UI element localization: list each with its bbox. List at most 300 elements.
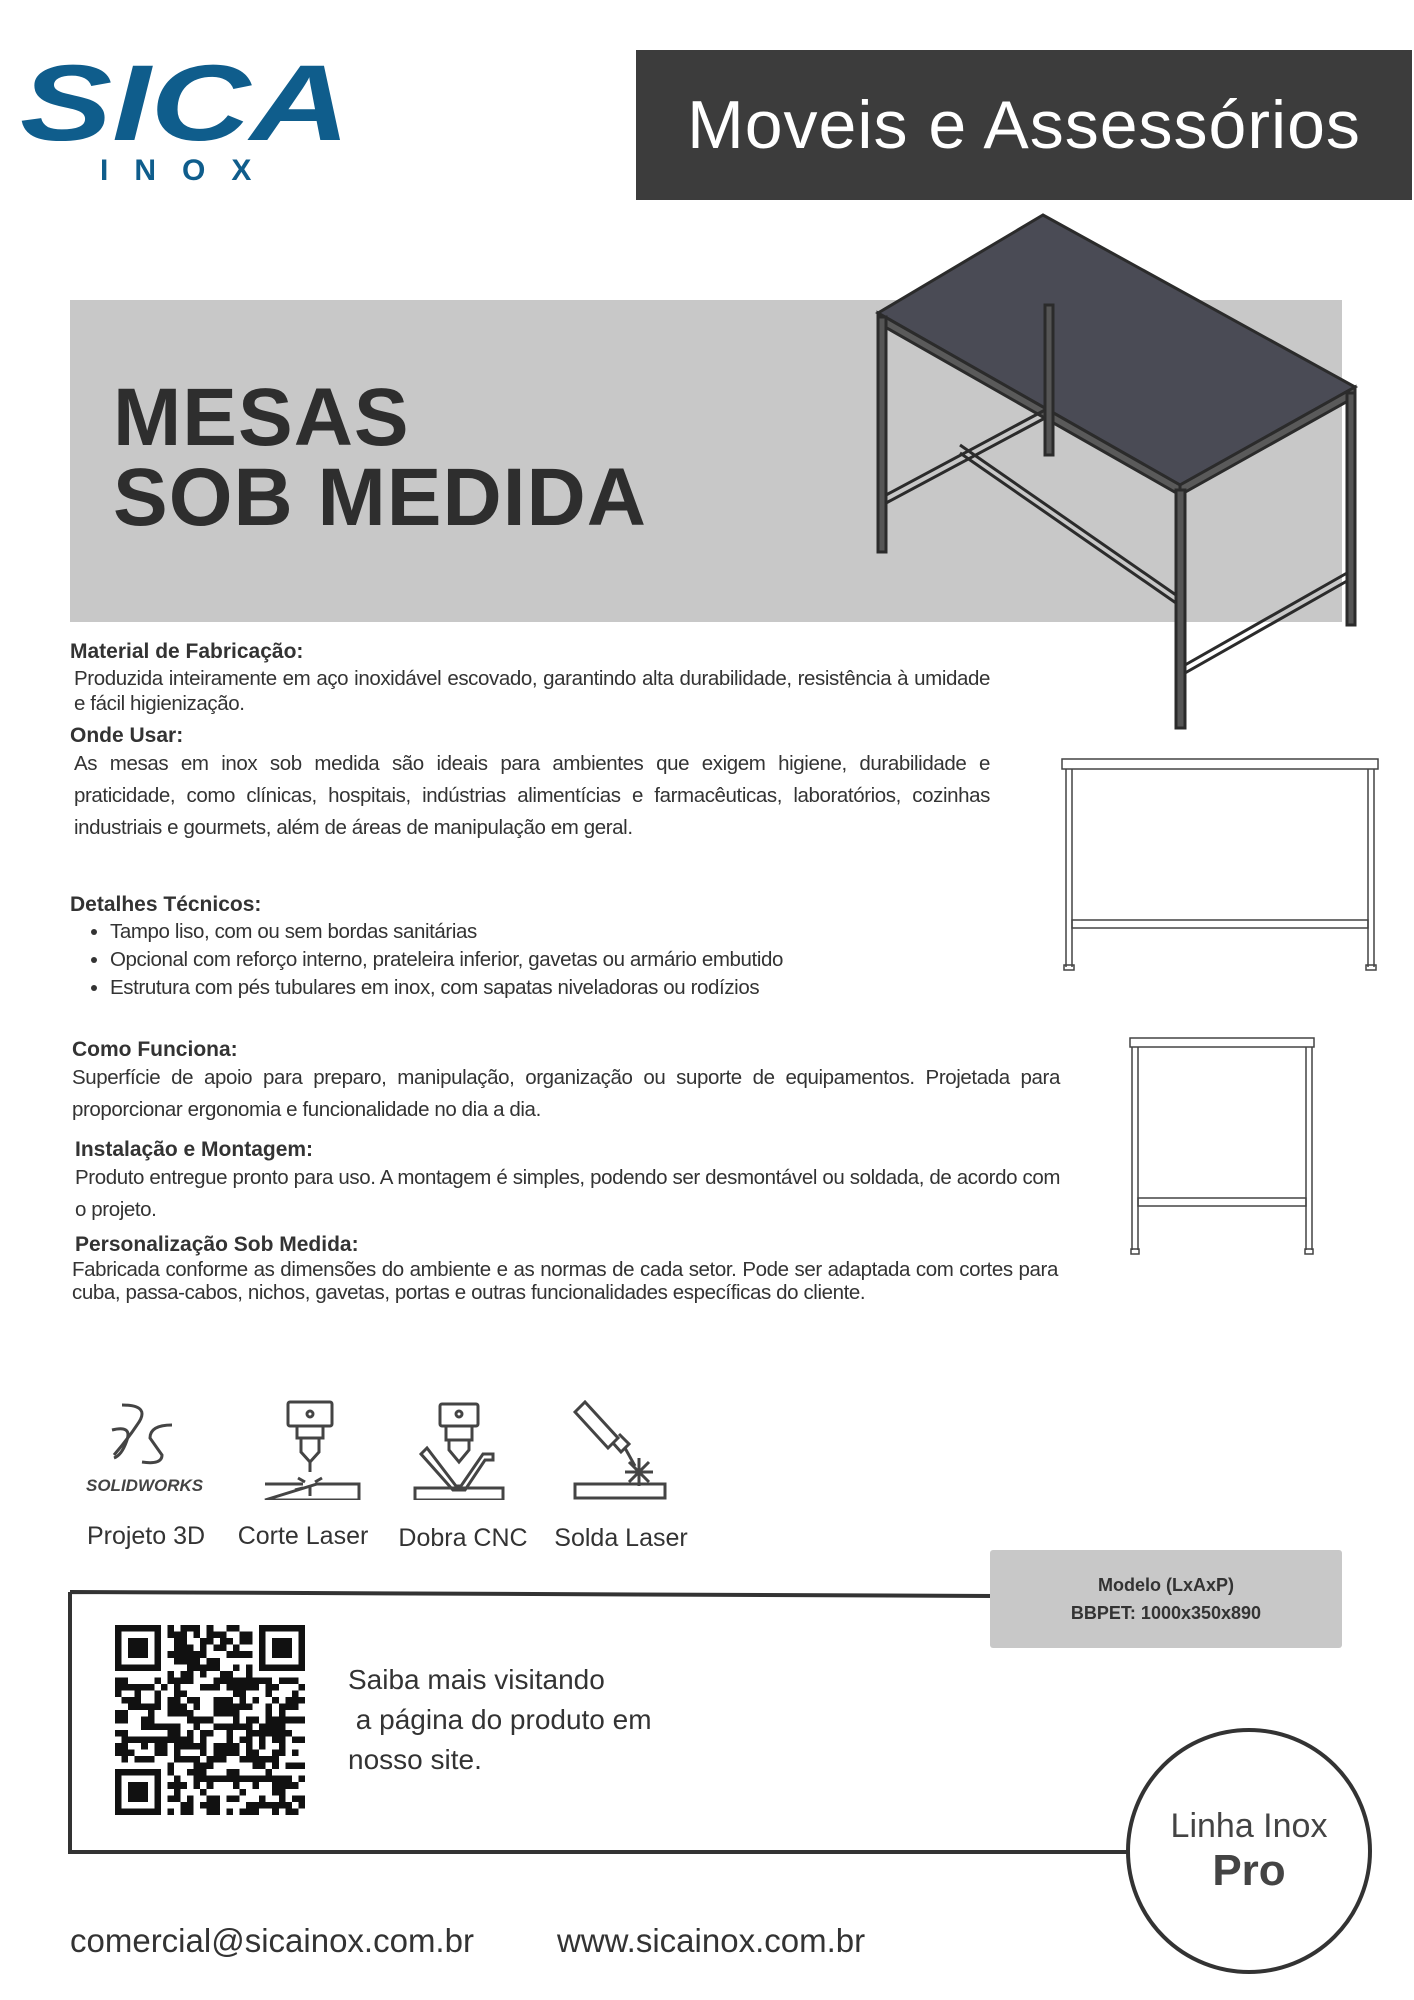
qr-module: [187, 1736, 194, 1743]
qr-module: [220, 1638, 227, 1645]
qr-module: [272, 1697, 279, 1704]
qr-module: [285, 1677, 292, 1684]
qr-module: [181, 1625, 188, 1632]
qr-module: [200, 1651, 207, 1658]
qr-module: [239, 1808, 246, 1815]
qr-module: [239, 1684, 246, 1691]
qr-module: [148, 1756, 155, 1763]
qr-module: [200, 1638, 207, 1645]
qr-module: [213, 1684, 220, 1691]
qr-module: [135, 1697, 142, 1704]
qr-module: [239, 1776, 246, 1783]
qr-module: [226, 1677, 233, 1684]
solidworks-logo-text: SOLIDWORKS: [86, 1476, 204, 1495]
qr-module: [181, 1704, 188, 1711]
qr-module: [239, 1677, 246, 1684]
qr-module: [220, 1723, 227, 1730]
qr-module: [122, 1736, 129, 1743]
qr-module: [167, 1651, 174, 1658]
qr-module: [253, 1802, 260, 1809]
qr-module: [174, 1749, 181, 1756]
qr-module: [292, 1717, 299, 1724]
qr-module: [128, 1684, 135, 1691]
qr-module: [233, 1645, 240, 1652]
qr-module: [259, 1776, 266, 1783]
qr-module: [285, 1717, 292, 1724]
qr-module: [272, 1717, 279, 1724]
qr-module: [154, 1677, 161, 1684]
qr-module: [226, 1697, 233, 1704]
qr-module: [135, 1736, 142, 1743]
qr-module: [200, 1763, 207, 1770]
qr-module: [279, 1743, 286, 1750]
qr-module: [207, 1684, 214, 1691]
qr-module: [292, 1749, 299, 1756]
model-label: Modelo (LxAxP): [1097, 1575, 1234, 1595]
qr-module: [220, 1756, 227, 1763]
cnc-bend-icon: [413, 1400, 508, 1500]
qr-module: [200, 1671, 207, 1678]
qr-module: [187, 1625, 194, 1632]
qr-module: [226, 1769, 233, 1776]
qr-module: [141, 1704, 148, 1711]
qr-module: [272, 1763, 279, 1770]
qr-module: [239, 1691, 246, 1698]
hero-line-1: MESAS: [113, 372, 410, 463]
qr-module: [213, 1664, 220, 1671]
qr-module: [220, 1677, 227, 1684]
product-line-badge: [1126, 1728, 1372, 1974]
qr-module: [148, 1723, 155, 1730]
visit-line-2: a página do produto em: [348, 1704, 652, 1735]
qr-module: [239, 1638, 246, 1645]
qr-module: [253, 1749, 260, 1756]
qr-module: [233, 1717, 240, 1724]
qr-module: [207, 1664, 214, 1671]
qr-module: [141, 1717, 148, 1724]
qr-module: [181, 1638, 188, 1645]
qr-module: [233, 1749, 240, 1756]
qr-module: [207, 1756, 214, 1763]
qr-module: [174, 1723, 181, 1730]
qr-module: [285, 1730, 292, 1737]
qr-module: [246, 1651, 253, 1658]
qr-module: [253, 1684, 260, 1691]
qr-module: [174, 1789, 181, 1796]
qr-module: [207, 1782, 214, 1789]
como-funciona-body: Superfície de apoio para preparo, manipulação, organização ou suporte de equipamentos. Projetada para proporcionar ergonomia e funcionalidade no dia a dia.: [72, 1066, 1060, 1121]
qr-module: [213, 1645, 220, 1652]
qr-module: [226, 1684, 233, 1691]
qr-module: [187, 1756, 194, 1763]
qr-module: [259, 1802, 266, 1809]
qr-module: [279, 1704, 286, 1711]
qr-module: [181, 1671, 188, 1678]
qr-module: [253, 1756, 260, 1763]
detalhes-list: [72, 918, 1070, 1002]
qr-module: [233, 1691, 240, 1698]
qr-module: [200, 1789, 207, 1796]
qr-module: [141, 1736, 148, 1743]
qr-module: [174, 1743, 181, 1750]
qr-module: [298, 1697, 305, 1704]
qr-module: [207, 1795, 214, 1802]
qr-module: [259, 1677, 266, 1684]
qr-module: [194, 1723, 201, 1730]
qr-module: [246, 1749, 253, 1756]
qr-module: [148, 1684, 155, 1691]
qr-module: [167, 1723, 174, 1730]
qr-module: [213, 1756, 220, 1763]
qr-module: [174, 1736, 181, 1743]
qr-module: [194, 1769, 201, 1776]
qr-module: [167, 1710, 174, 1717]
qr-module: [279, 1677, 286, 1684]
visit-text: [348, 1660, 652, 1780]
qr-module: [272, 1736, 279, 1743]
qr-module: [154, 1736, 161, 1743]
qr-module: [181, 1756, 188, 1763]
qr-module: [187, 1671, 194, 1678]
qr-module: [141, 1723, 148, 1730]
qr-module: [181, 1808, 188, 1815]
qr-module: [122, 1684, 129, 1691]
qr-module: [174, 1651, 181, 1658]
qr-module: [239, 1651, 246, 1658]
material-heading: Material de Fabricação:: [70, 640, 304, 663]
qr-module: [115, 1677, 122, 1684]
laser-weld-icon: [573, 1400, 673, 1500]
qr-module: [167, 1632, 174, 1639]
qr-module: [115, 1684, 122, 1691]
list-item: • Tampo liso, com ou sem bordas sanitárias: [110, 918, 1070, 946]
qr-module: [207, 1658, 214, 1665]
qr-module: [194, 1664, 201, 1671]
personalizacao-heading: Personalização Sob Medida:: [75, 1233, 359, 1256]
qr-module: [233, 1723, 240, 1730]
qr-module: [200, 1645, 207, 1652]
qr-module: [279, 1736, 286, 1743]
qr-module: [279, 1717, 286, 1724]
qr-module: [220, 1697, 227, 1704]
qr-module: [272, 1756, 279, 1763]
qr-module: [213, 1802, 220, 1809]
qr-module: [279, 1802, 286, 1809]
qr-module: [233, 1743, 240, 1750]
qr-module: [187, 1769, 194, 1776]
qr-module: [181, 1632, 188, 1639]
qr-module: [141, 1684, 148, 1691]
qr-module: [187, 1710, 194, 1717]
qr-code[interactable]: [115, 1625, 305, 1815]
qr-module: [292, 1782, 299, 1789]
qr-module: [220, 1632, 227, 1639]
line-label: Linha Inox: [1170, 1806, 1328, 1845]
qr-module: [246, 1756, 253, 1763]
qr-module: [122, 1710, 129, 1717]
qr-module: [266, 1756, 273, 1763]
qr-module: [266, 1730, 273, 1737]
qr-module: [292, 1697, 299, 1704]
qr-module: [226, 1743, 233, 1750]
instalacao-heading: Instalação e Montagem:: [75, 1138, 314, 1161]
qr-module: [187, 1802, 194, 1809]
qr-module: [226, 1638, 233, 1645]
qr-module: [259, 1743, 266, 1750]
qr-module: [285, 1776, 292, 1783]
qr-module: [266, 1704, 273, 1711]
qr-module: [285, 1808, 292, 1815]
qr-module: [174, 1684, 181, 1691]
qr-module: [154, 1691, 161, 1698]
detalhes-heading: Detalhes Técnicos:: [70, 893, 262, 916]
qr-module: [200, 1736, 207, 1743]
qr-module: [167, 1763, 174, 1770]
qr-module: [161, 1749, 168, 1756]
qr-module: [253, 1730, 260, 1737]
qr-module: [141, 1743, 148, 1750]
qr-module: [285, 1802, 292, 1809]
qr-module: [226, 1776, 233, 1783]
qr-module: [246, 1671, 253, 1678]
qr-module: [167, 1625, 174, 1632]
qr-module: [181, 1651, 188, 1658]
qr-module: [233, 1782, 240, 1789]
qr-module: [266, 1723, 273, 1730]
qr-module: [226, 1625, 233, 1632]
como-funciona-heading: Como Funciona:: [72, 1038, 238, 1061]
qr-module: [213, 1776, 220, 1783]
qr-module: [200, 1749, 207, 1756]
qr-module: [207, 1632, 214, 1639]
qr-module: [266, 1691, 273, 1698]
qr-module: [167, 1704, 174, 1711]
qr-module: [239, 1632, 246, 1639]
qr-module: [226, 1749, 233, 1756]
table-side-view-drawing: [1128, 1036, 1318, 1258]
qr-module: [266, 1776, 273, 1783]
qr-module: [226, 1730, 233, 1737]
qr-module: [272, 1684, 279, 1691]
qr-module: [226, 1736, 233, 1743]
qr-module: [187, 1645, 194, 1652]
qr-module: [213, 1808, 220, 1815]
qr-module: [213, 1704, 220, 1711]
qr-module: [246, 1808, 253, 1815]
qr-module: [207, 1808, 214, 1815]
qr-module: [200, 1664, 207, 1671]
qr-module: [226, 1808, 233, 1815]
qr-module: [181, 1802, 188, 1809]
qr-module: [167, 1697, 174, 1704]
qr-module: [154, 1697, 161, 1704]
table-front-view-drawing: [1060, 755, 1380, 975]
qr-module: [226, 1671, 233, 1678]
qr-module: [181, 1710, 188, 1717]
visit-line-3: nosso site.: [348, 1744, 482, 1775]
qr-module: [207, 1802, 214, 1809]
qr-module: [167, 1730, 174, 1737]
list-item: • Opcional com reforço interno, prateleira inferior, gavetas ou armário embutido: [110, 946, 1070, 974]
qr-module: [233, 1776, 240, 1783]
qr-module: [298, 1776, 305, 1783]
qr-module: [279, 1782, 286, 1789]
qr-module: [279, 1723, 286, 1730]
line-name: Pro: [1212, 1845, 1286, 1895]
qr-module: [253, 1808, 260, 1815]
qr-module: [115, 1730, 122, 1737]
qr-module: [246, 1677, 253, 1684]
qr-module: [122, 1697, 129, 1704]
qr-module: [246, 1723, 253, 1730]
qr-module: [226, 1704, 233, 1711]
qr-module: [200, 1717, 207, 1724]
onde-usar-heading: Onde Usar:: [70, 724, 184, 747]
qr-module: [174, 1691, 181, 1698]
qr-module: [213, 1710, 220, 1717]
qr-module: [246, 1632, 253, 1639]
qr-module: [266, 1684, 273, 1691]
qr-module: [266, 1717, 273, 1724]
qr-module: [174, 1756, 181, 1763]
footer-website-link[interactable]: www.sicainox.com.br: [557, 1922, 866, 1959]
qr-module: [213, 1658, 220, 1665]
process-label-dobra-cnc: Dobra CNC: [398, 1524, 528, 1552]
qr-module: [272, 1749, 279, 1756]
qr-module: [272, 1638, 292, 1658]
qr-module: [239, 1723, 246, 1730]
qr-module: [154, 1749, 161, 1756]
qr-module: [128, 1782, 148, 1802]
hero-title: [113, 372, 647, 543]
qr-module: [194, 1704, 201, 1711]
qr-module: [115, 1710, 122, 1717]
qr-module: [187, 1730, 194, 1737]
qr-module: [233, 1664, 240, 1671]
qr-module: [272, 1802, 279, 1809]
qr-module: [154, 1723, 161, 1730]
qr-module: [259, 1763, 266, 1770]
qr-module: [167, 1671, 174, 1678]
qr-module: [122, 1717, 129, 1724]
list-item: • Estrutura com pés tubulares em inox, com sapatas niveladoras ou rodízios: [110, 974, 1070, 1002]
qr-module: [141, 1756, 148, 1763]
qr-module: [115, 1749, 122, 1756]
qr-module: [115, 1717, 122, 1724]
qr-module: [220, 1710, 227, 1717]
qr-module: [207, 1730, 214, 1737]
qr-module: [246, 1684, 253, 1691]
qr-module: [181, 1658, 188, 1665]
qr-module: [246, 1802, 253, 1809]
qr-module: [174, 1632, 181, 1639]
qr-module: [135, 1704, 142, 1711]
visit-line-1: Saiba mais visitando: [348, 1664, 605, 1695]
qr-module: [279, 1730, 286, 1737]
qr-module: [233, 1651, 240, 1658]
process-label-solda-laser: Solda Laser: [554, 1524, 688, 1552]
table-3d-illustration: [860, 205, 1360, 735]
qr-module: [233, 1769, 240, 1776]
qr-module: [253, 1717, 260, 1724]
qr-module: [181, 1736, 188, 1743]
qr-module: [167, 1782, 174, 1789]
qr-module: [220, 1704, 227, 1711]
qr-module: [253, 1763, 260, 1770]
qr-module: [174, 1710, 181, 1717]
qr-module: [135, 1691, 142, 1698]
qr-module: [200, 1730, 207, 1737]
qr-module: [259, 1795, 266, 1802]
qr-module: [200, 1769, 207, 1776]
qr-module: [233, 1710, 240, 1717]
qr-module: [285, 1697, 292, 1704]
qr-module: [246, 1776, 253, 1783]
qr-module: [154, 1743, 161, 1750]
qr-module: [174, 1658, 181, 1665]
qr-module: [298, 1717, 305, 1724]
qr-module: [213, 1723, 220, 1730]
qr-module: [167, 1795, 174, 1802]
qr-module: [181, 1691, 188, 1698]
qr-module: [272, 1782, 279, 1789]
qr-module: [266, 1769, 273, 1776]
qr-module: [194, 1763, 201, 1770]
qr-module: [128, 1638, 148, 1658]
qr-module: [200, 1802, 207, 1809]
qr-module: [246, 1717, 253, 1724]
qr-module: [174, 1638, 181, 1645]
qr-module: [194, 1776, 201, 1783]
qr-module: [253, 1782, 260, 1789]
qr-module: [279, 1749, 286, 1756]
qr-module: [213, 1749, 220, 1756]
qr-module: [239, 1736, 246, 1743]
qr-module: [226, 1710, 233, 1717]
qr-module: [181, 1645, 188, 1652]
qr-module: [213, 1632, 220, 1639]
qr-module: [187, 1743, 194, 1750]
qr-module: [292, 1704, 299, 1711]
qr-module: [122, 1756, 129, 1763]
personalizacao-body: Fabricada conforme as dimensões do ambiente e as normas de cada setor. Pode ser adaptada com cortes para cuba, passa-cabos, nichos, gavetas, portas e outras funcionalidades específicas do cliente.: [72, 1258, 1058, 1304]
qr-module: [187, 1658, 194, 1665]
qr-module: [174, 1782, 181, 1789]
qr-module: [220, 1743, 227, 1750]
qr-module: [259, 1756, 266, 1763]
qr-module: [233, 1704, 240, 1711]
qr-module: [279, 1795, 286, 1802]
qr-module: [272, 1730, 279, 1737]
footer-email-link[interactable]: comercial@sicainox.com.br: [70, 1922, 474, 1959]
qr-module: [174, 1795, 181, 1802]
material-body: Produzida inteiramente em aço inoxidável escovado, garantindo alta durabilidade, resistência à umidade e fácil higienização.: [74, 667, 990, 715]
solidworks-logo: [82, 1400, 217, 1500]
qr-module: [200, 1776, 207, 1783]
qr-module: [200, 1743, 207, 1750]
qr-module: [187, 1664, 194, 1671]
qr-module: [298, 1795, 305, 1802]
qr-module: [279, 1776, 286, 1783]
qr-module: [128, 1697, 135, 1704]
qr-module: [181, 1677, 188, 1684]
qr-module: [207, 1625, 214, 1632]
qr-module: [167, 1808, 174, 1815]
qr-module: [239, 1756, 246, 1763]
qr-module: [213, 1697, 220, 1704]
qr-module: [122, 1730, 129, 1737]
qr-module: [292, 1763, 299, 1770]
